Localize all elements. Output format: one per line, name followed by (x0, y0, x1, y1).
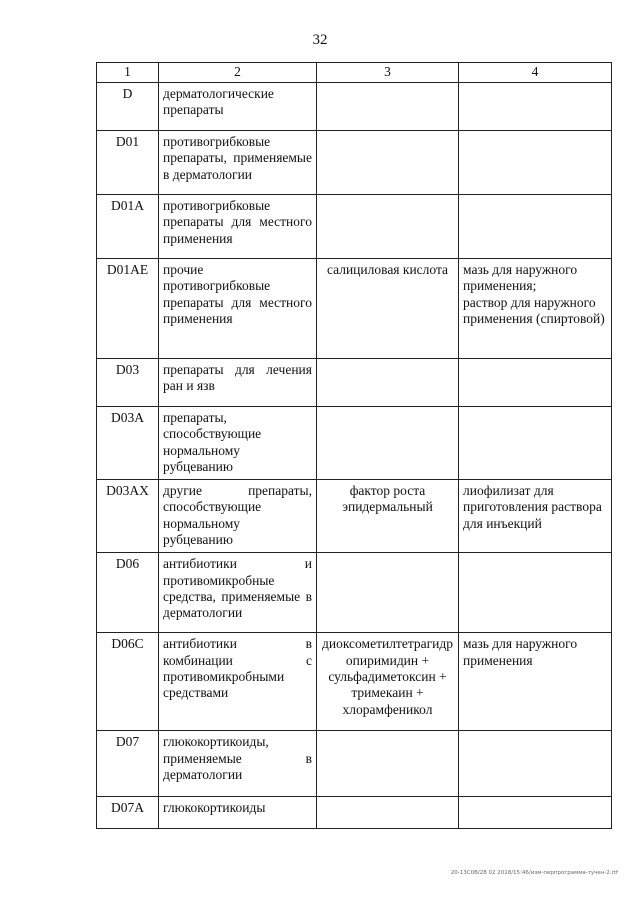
table-row (97, 259, 612, 359)
dosage-form (459, 731, 612, 797)
atc-code: D07A (97, 797, 159, 829)
active-substance (317, 195, 459, 259)
atc-group-name: препараты для лечения ран и язв (159, 359, 317, 407)
active-substance (317, 407, 459, 480)
page-number: 32 (312, 32, 328, 48)
atc-group-name: антибиотики в комбинации с противомикробными средствами (159, 633, 317, 731)
active-substance (317, 731, 459, 797)
table-row (97, 633, 612, 731)
atc-code: D06 (97, 553, 159, 633)
table-row (97, 407, 612, 480)
table-header-row (97, 63, 612, 83)
column-header: 4 (459, 63, 612, 83)
atc-group-name: глюкокортикоиды, применяемые в дерматологии (159, 731, 317, 797)
active-substance (317, 797, 459, 829)
atc-group-name: препараты, способствующие нормальному рубцеванию (159, 407, 317, 480)
atc-group-name: антибиотики и противомикробные средства, применяемые в дерматологии (159, 553, 317, 633)
atc-code: D01AE (97, 259, 159, 359)
column-header: 2 (159, 63, 317, 83)
active-substance (317, 131, 459, 195)
dosage-form: мазь для наружного применения; раствор для наружного применения (спиртовой) (459, 259, 612, 359)
table-row (97, 797, 612, 829)
dosage-form: мазь для наружного применения (459, 633, 612, 731)
atc-group-name: глюкокортикоиды (159, 797, 317, 829)
atc-group-name: дерматологические препараты (159, 83, 317, 131)
atc-group-name: противогрибковые препараты, применяемые в дерматологии (159, 131, 317, 195)
table-row (97, 731, 612, 797)
table-row (97, 359, 612, 407)
dosage-form (459, 407, 612, 480)
active-substance (317, 359, 459, 407)
active-substance: салициловая кислота (317, 259, 459, 359)
dosage-form (459, 553, 612, 633)
atc-code: D07 (97, 731, 159, 797)
active-substance: фактор роста эпидермальный (317, 480, 459, 553)
atc-code: D03AX (97, 480, 159, 553)
atc-code: D03A (97, 407, 159, 480)
drug-table (96, 62, 612, 829)
dosage-form: лиофилизат для приготовления раствора для инъекций (459, 480, 612, 553)
atc-code: D03 (97, 359, 159, 407)
document-footer-path: 20-13C0B/28 02 2018/15:46/изм-перпрограмма-тучен-2.rtf (450, 870, 618, 876)
atc-group-name: другие препараты, способствующие нормальному рубцеванию (159, 480, 317, 553)
dosage-form (459, 83, 612, 131)
atc-group-name: прочие противогрибковые препараты для местного применения (159, 259, 317, 359)
atc-code: D01 (97, 131, 159, 195)
dosage-form (459, 131, 612, 195)
active-substance (317, 553, 459, 633)
active-substance: диоксометилтетрагидропиримидин + сульфадиметоксин + тримекаин + хлорамфеникол (317, 633, 459, 731)
dosage-form (459, 195, 612, 259)
dosage-form (459, 359, 612, 407)
table-row (97, 480, 612, 553)
table-row (97, 131, 612, 195)
atc-code: D (97, 83, 159, 131)
table-row (97, 195, 612, 259)
column-header: 1 (97, 63, 159, 83)
atc-code: D01A (97, 195, 159, 259)
table-row (97, 553, 612, 633)
dosage-form (459, 797, 612, 829)
active-substance (317, 83, 459, 131)
column-header: 3 (317, 63, 459, 83)
table-row (97, 83, 612, 131)
atc-code: D06C (97, 633, 159, 731)
atc-group-name: противогрибковые препараты для местного применения (159, 195, 317, 259)
